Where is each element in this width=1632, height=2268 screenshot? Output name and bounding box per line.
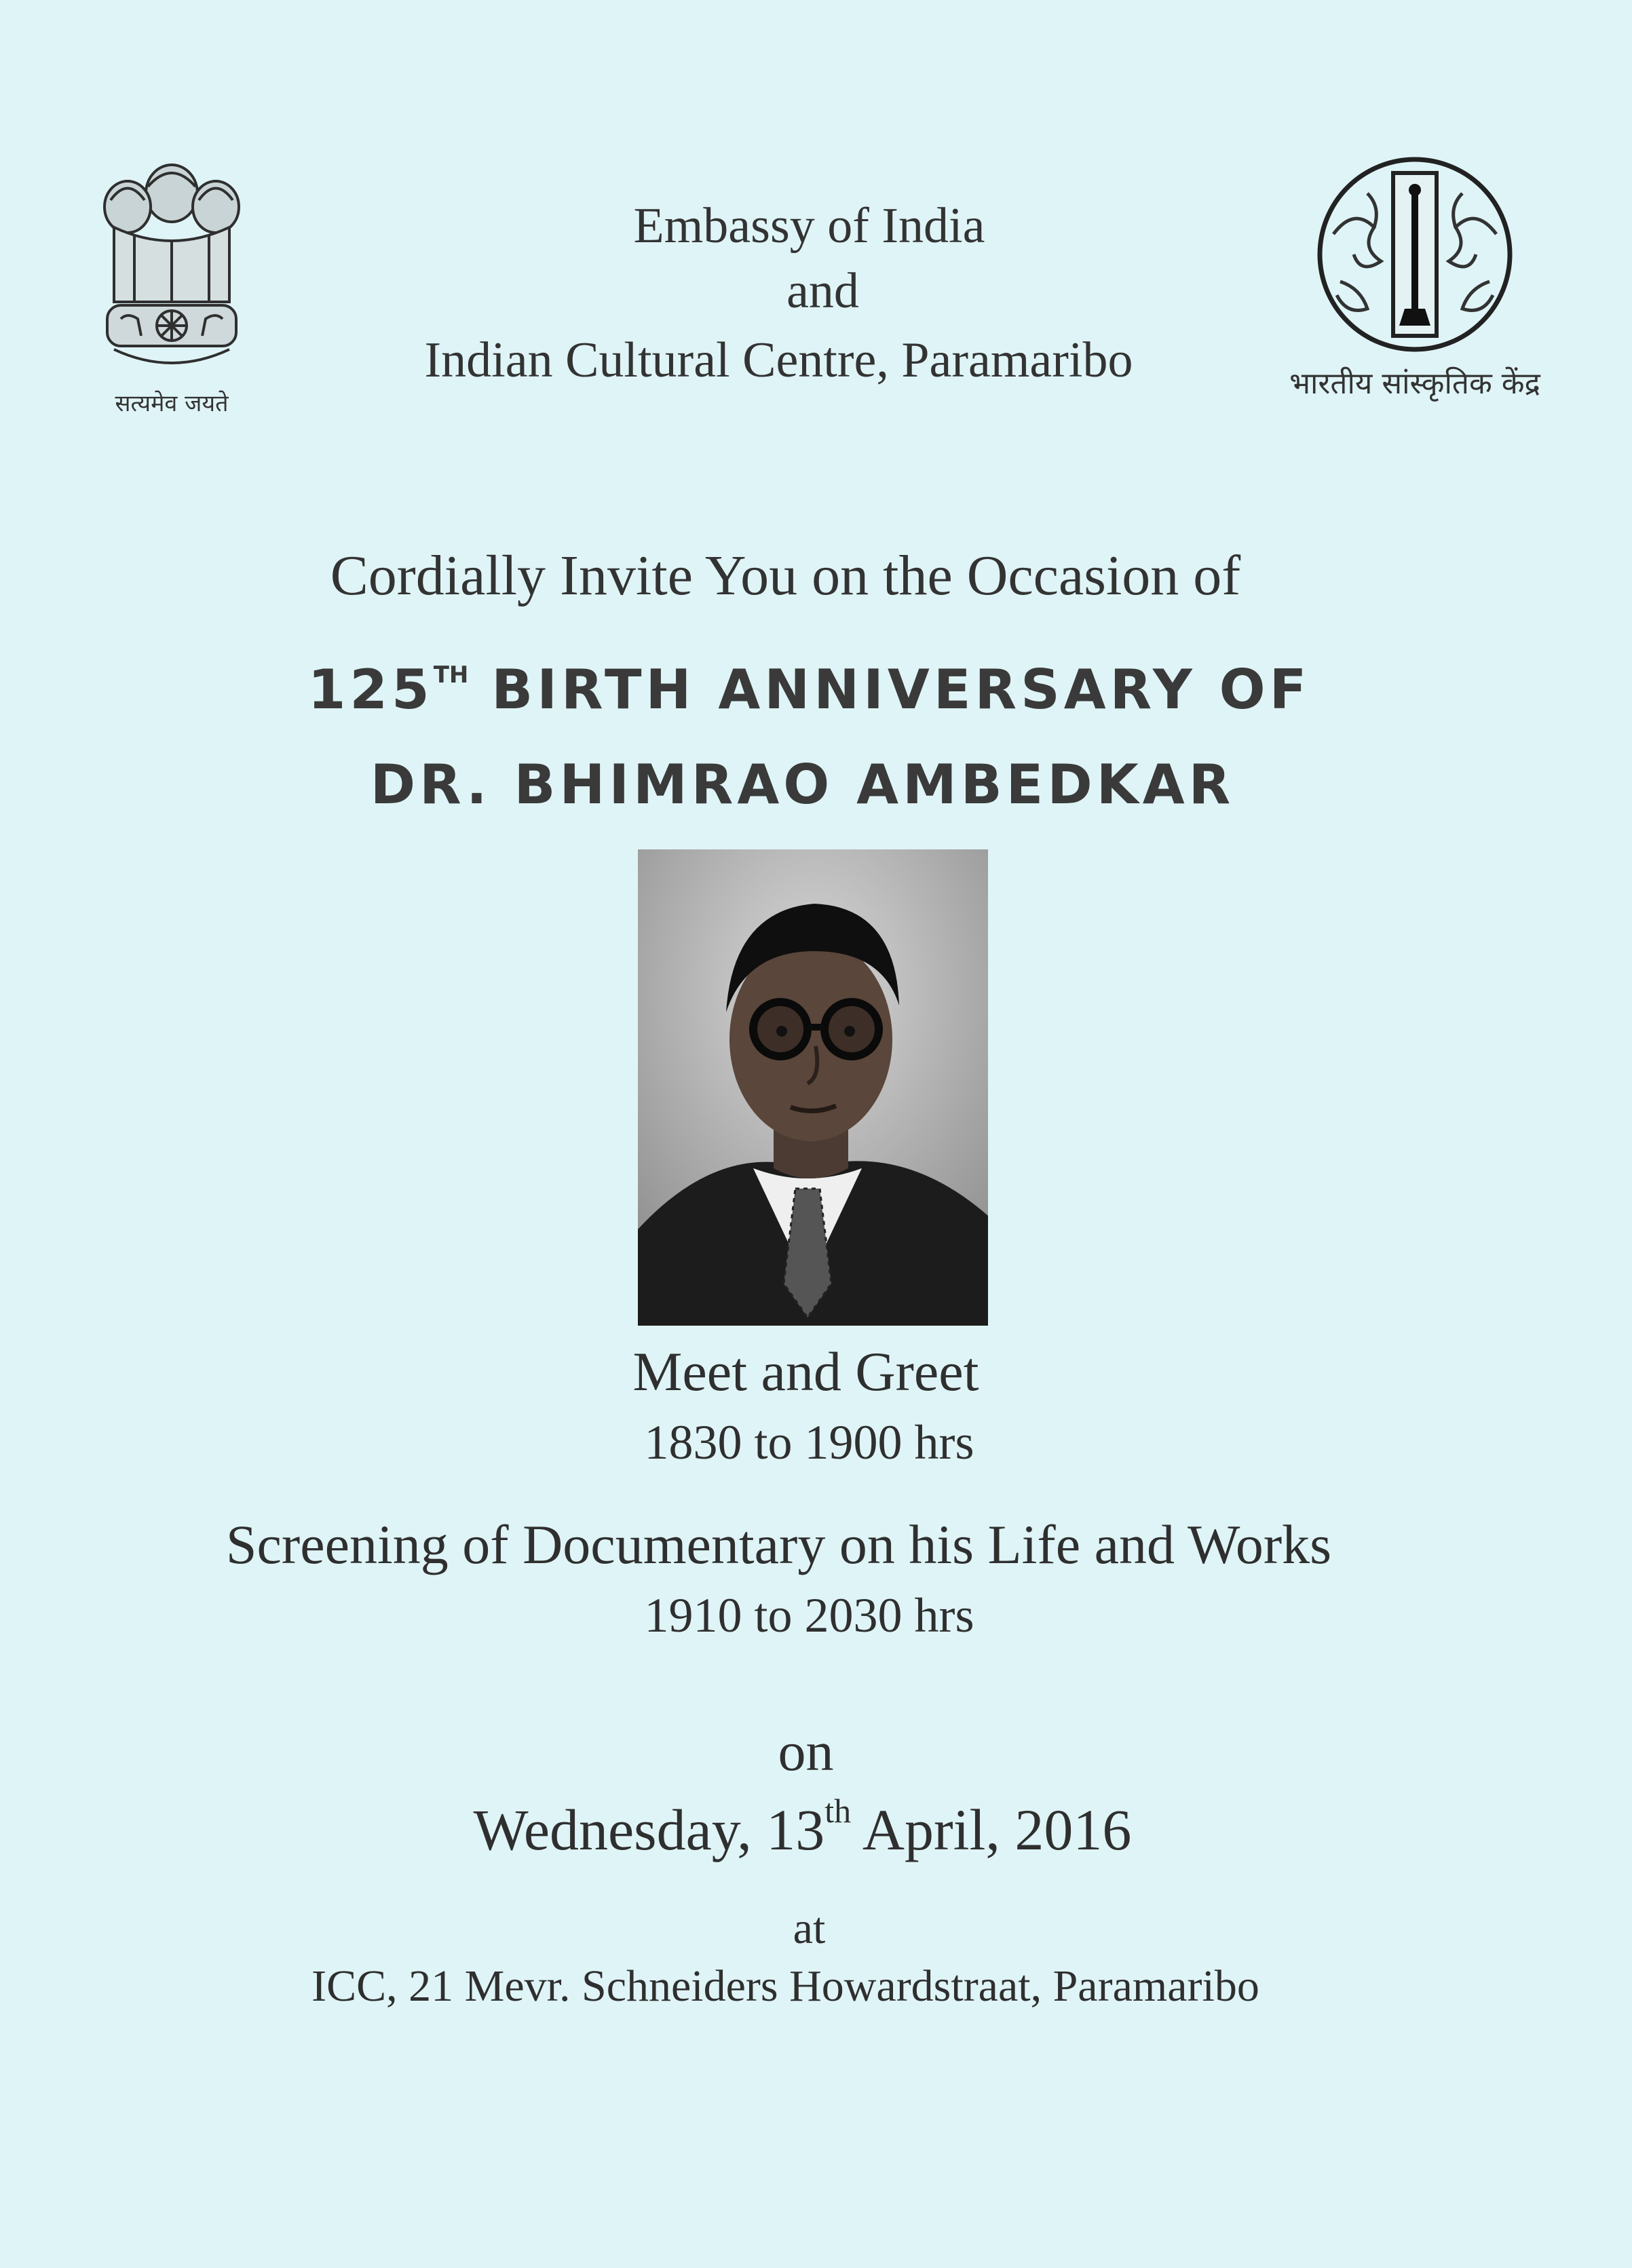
- anniversary-ordinal: TH: [433, 661, 469, 689]
- header-line-icc: Indian Cultural Centre, Paramaribo: [424, 332, 1133, 388]
- invitation-line: Cordially Invite You on the Occasion of: [330, 544, 1241, 607]
- anniversary-number: 125: [307, 658, 434, 721]
- at-label: at: [793, 1904, 826, 1953]
- event-day-suffix: th: [824, 1792, 852, 1830]
- emblem-motto: सत्यमेव जयते: [115, 390, 229, 417]
- event-title-rest: BIRTH ANNIVERSARY OF: [491, 658, 1311, 721]
- portrait-photo: [638, 849, 988, 1326]
- program-item2-title: Screening of Documentary on his Life and Works: [225, 1514, 1332, 1575]
- program-item1-title: Meet and Greet: [632, 1341, 979, 1402]
- iccr-lamp-logo-icon: [1313, 153, 1517, 356]
- on-label: on: [778, 1721, 834, 1782]
- event-title-line1: [0, 658, 1625, 721]
- event-title-line2: DR. BHIMRAO AMBEDKAR: [370, 753, 1235, 816]
- event-weekday-day: Wednesday, 13: [473, 1797, 825, 1862]
- program-item2-time: 1910 to 2030 hrs: [644, 1588, 974, 1642]
- header-line-embassy: Embassy of India: [633, 198, 985, 254]
- event-date: [0, 1791, 1618, 1864]
- event-venue: ICC, 21 Mevr. Schneiders Howardstraat, Paramaribo: [311, 1961, 1259, 2011]
- icc-logo: [1289, 153, 1540, 410]
- icc-logo-caption: भारतीय सांस्कृतिक केंद्र: [1289, 366, 1540, 401]
- header-line-and: and: [786, 263, 859, 319]
- portrait-photo-icon: [638, 849, 988, 1326]
- event-month-year: April, 2016: [851, 1797, 1132, 1862]
- program-item1-time: 1830 to 1900 hrs: [644, 1415, 974, 1469]
